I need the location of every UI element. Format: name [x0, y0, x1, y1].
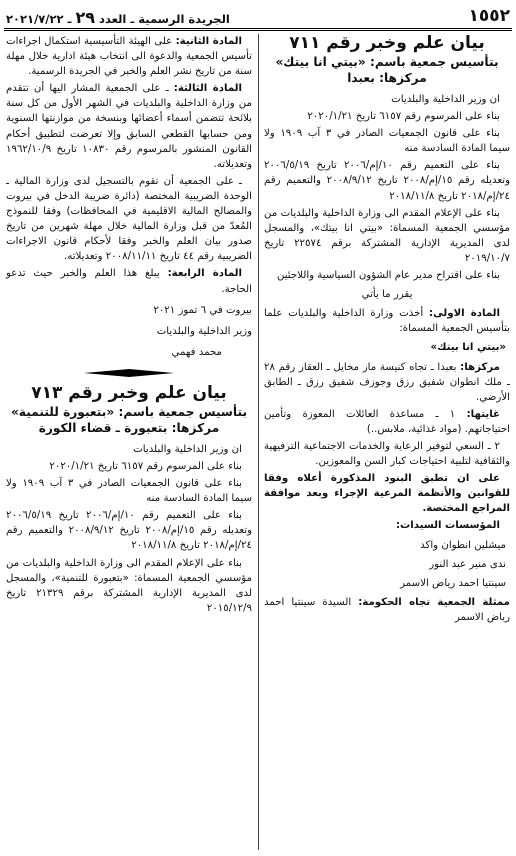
article-3: المادة الثالثة: ـ على الجمعية المشار اليها أن تتقدم من وزارة الداخلية والبلديات في الشهر الأول من كل سنة بلائحة تتضمن أسماء أعضائها وبنسخة من موازنتها السنوية ومن حسابها القطعي السابق وإلا تعرضت لتطبيق أحكام القانون المنشور بالمرسوم رقم ١٠٨٣٠ تاريخ ١٩٦٢/١٠/٩ وتعديلاته.	[6, 83, 253, 170]
notification-ref: بناء على الإعلام المقدم الى وزارة الداخلية والبلديات من مؤسسي الجمعية المسماة: «بيتي انا بيتك»، والمسجل لدى المديرية الإدارية المشتركة برقم ٢٢٥٧٤ تاريخ ٢٠١٩/١٠/٧	[264, 207, 511, 264]
article-4: المادة الرابعة: يبلغ هذا العلم والخبر حيث تدعو الحاجة.	[6, 268, 252, 295]
founder-1: ميشلين انطوان واكد	[420, 539, 506, 551]
decides-heading: يقرر ما يأتي	[361, 289, 413, 301]
signature-place-date: بيروت في ٦ تموز ٢٠٢١	[153, 304, 252, 316]
association-name: «بيتي انا بيتك»	[430, 342, 506, 354]
issue-number: ٢٩	[75, 8, 96, 27]
circular-ref: بناء على التعميم رقم ١٠/إم/٢٠٠٦ تاريخ ٢٠٠٦/٥/١٩ وتعديله رقم ١٥/إم/٢٠٠٨ تاريخ ٢٠٠٨/٩/١٢ والتعميم رقم ٢٤/إم/٢٠١٨ تاريخ ٢٠١٨/١١/٨	[264, 160, 511, 202]
notice-713-number: بيان علم وخبر رقم ٧١٣	[31, 382, 227, 403]
notice-713-hq: مركزها: بتعبورة ـ قضاء الكورة	[38, 420, 220, 435]
column-divider	[258, 34, 259, 850]
circular-ref-713: بناء على التعميم رقم ١٠/إم/٢٠٠٦ تاريخ ٢٠٠٦/٥/١٩ وتعديله رقم ١٥/إم/٢٠٠٨ تاريخ ٢٠٠٨/٩/١٢ والتعميم رقم ٢٤/إم/٢٠١٨ تاريخ ٢٠١٨/١١/٨	[6, 510, 253, 552]
notice-713-title: بتأسيس جمعية باسم: «بتعبورة للتنمية»	[10, 404, 248, 419]
founder-3: سينتيا احمد رياض الاسمر	[400, 577, 506, 589]
article-1: المادة الاولى: أخذت وزارة الداخلية والبلديات علما بتأسيس الجمعية المسماة:	[264, 308, 510, 335]
header-rule	[4, 28, 512, 31]
separator-ornament	[84, 368, 174, 378]
minister-intro-713: ان وزير الداخلية والبلديات	[133, 443, 242, 455]
notice-711-hq: مركزها: بعبدا	[347, 71, 427, 85]
founders-label: المؤسسات السيدات:	[395, 520, 500, 532]
signature-title: وزير الداخلية والبلديات	[156, 325, 252, 337]
page-header	[4, 6, 512, 26]
decree-ref-713: بناء على المرسوم رقم ٦١٥٧ تاريخ ٢٠٢٠/١/٢١	[49, 460, 242, 472]
article-2: المادة الثانية: على الهيئة التأسيسية استكمال اجراءات تأسيس الجمعية والدعوة الى انتخاب هيئة ادارية خلال مهلة سنة من تاريخ نشر العلم والخبر في الجريدة الرسمية.	[6, 36, 252, 78]
section-separator	[6, 366, 252, 380]
gazette-prefix: الجريدة الرسمية ـ العدد	[99, 12, 230, 26]
headquarters: مركزها: بعبدا ـ تجاه كنيسة مار مخايل ـ العقار رقم ٢٨ ـ ملك انطوان شفيق رزق وجوزف شفيق رزق ـ الطابق الأرضي.	[264, 361, 510, 403]
page-number: ١٥٥٢	[468, 6, 510, 26]
signature-name: محمد فهمي	[171, 346, 222, 358]
notification-ref-713: بناء على الإعلام المقدم الى وزارة الداخلية والبلديات من مؤسسي الجمعية المسماة: «بتعبورة للتنمية»، والمسجل لدى المديرية الإدارية المشتركة برقم ٢١٣٢٩ تاريخ ٢٠١٥/١٢/٩	[6, 557, 253, 614]
representative: ممثلة الجمعية تجاه الحكومة: السيدة سينتيا احمد رياض الاسمر	[264, 596, 510, 623]
proposal-ref: بناء على اقتراح مدير عام الشؤون السياسية واللاجئين	[276, 270, 500, 282]
decree-ref: بناء على المرسوم رقم ٦١٥٧ تاريخ ٢٠٢٠/١/٢١	[307, 111, 500, 123]
right-column	[264, 34, 510, 852]
minister-intro: ان وزير الداخلية والبلديات	[391, 94, 500, 105]
gazette-issue	[6, 8, 230, 27]
notice-711-title: بتأسيس جمعية باسم: «بيتي انا بيتك»	[275, 55, 499, 69]
article-3-tax: ـ على الجمعية أن تقوم بالتسجيل لدى وزارة المالية ـ الوحدة الضريبية المختصة (دائرة ضريبة الدخل في بيروت والمصالح المالية الاقليمية في المحافظات) وفقا للنموذج المُعدّ من قبل وزارة المالية خلال مهلة شهرين من تاريخ صدور بيان العلم والخبر وفقا لأحكام قانون الاجراءات الضريبية رقم ٤٤ تاريخ ٢٠٠٨/١١/١١ وتعديلاته.	[6, 175, 252, 263]
law-ref: بناء على قانون الجمعيات الصادر في ٣ آب ١٩٠٩ ولا سيما المادة السادسة منه	[264, 128, 510, 155]
founder-2: ندى منير عبد النور	[429, 558, 506, 570]
issue-date: ـ ٢٠٢١/٧/٢٢	[6, 12, 72, 26]
goals-1: غايتها: ١ ـ مساعدة العائلات المعوزة وتأمين احتياجاتهم. (مواد غذائية، ملابس..)	[264, 408, 510, 435]
notice-711-number: بيان علم وخبر رقم ٧١١	[289, 33, 485, 53]
goals-2: ٢ ـ السعي لتوفير الرعاية والخدمات الاجتماعية الترفيهية والثقافية لتلبية احتياجات كبار السن والمعوزين.	[264, 440, 510, 468]
conditions: على ان تطبق البنود المذكورة أعلاه وفقا للقوانين والأنظمة المرعية الإجراء وبعد موافقة المراجع المختصة.	[264, 473, 510, 515]
left-column	[6, 34, 252, 852]
law-ref-713: بناء على قانون الجمعيات الصادر في ٣ آب ١٩٠٩ ولا سيما المادة السادسة منه	[6, 478, 252, 505]
